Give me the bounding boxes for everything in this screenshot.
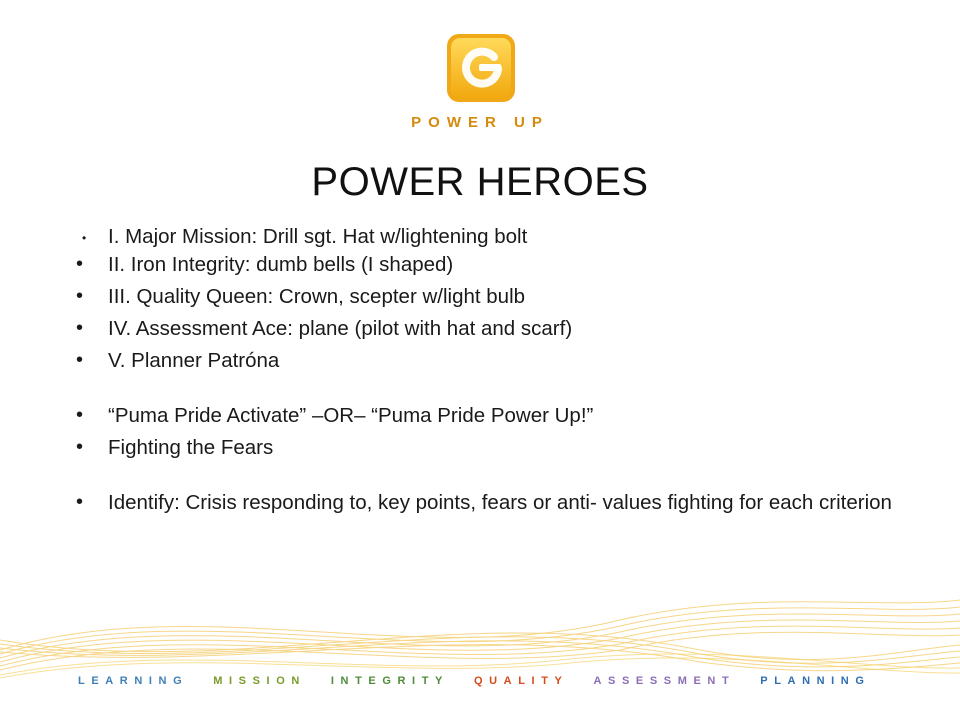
- bullet-text: III. Quality Queen: Crown, scepter w/light bulb: [108, 285, 526, 308]
- list-item: [76, 252, 916, 277]
- bullet-icon: •: [76, 436, 84, 458]
- bullet-icon: •: [76, 285, 84, 307]
- bullet-icon: •: [76, 317, 84, 339]
- list-item: [76, 224, 916, 249]
- bullet-text: V. Planner Patróna: [108, 349, 280, 372]
- list-item: [76, 435, 916, 460]
- bullet-icon: •: [76, 349, 84, 371]
- bullet-icon: •: [76, 253, 84, 275]
- bullet-text: II. Iron Integrity: dumb bells (I shaped): [108, 253, 454, 276]
- footer-word-integrity: INTEGRITY: [330, 675, 449, 687]
- bullet-text: I. Major Mission: Drill sgt. Hat w/lightening bolt: [108, 225, 528, 248]
- footer-word-quality: QUALITY: [473, 675, 569, 687]
- bullet-text: Identify: Crisis responding to, key points, fears or anti- values fighting for each criterion: [108, 491, 892, 514]
- footer-word-mission: MISSION: [213, 675, 306, 687]
- bullet-icon: •: [76, 491, 84, 513]
- list-item: [76, 316, 916, 341]
- bullet-list: [76, 224, 916, 515]
- footer-values: [78, 675, 871, 695]
- list-item: [76, 284, 916, 309]
- list-item: [76, 348, 916, 373]
- footer-word-learning: LEARNING: [78, 675, 189, 687]
- decorative-waves: [0, 580, 960, 680]
- power-button-icon: [446, 33, 516, 103]
- bullet-icon: •: [76, 404, 84, 426]
- bullet-text: “Puma Pride Activate” –OR– “Puma Pride Power Up!”: [108, 404, 594, 427]
- bullet-text: IV. Assessment Ace: plane (pilot with hat and scarf): [108, 317, 573, 340]
- brand-name: POWER UP: [411, 114, 549, 131]
- list-item: [76, 490, 916, 515]
- footer-word-assessment: ASSESSMENT: [593, 675, 736, 687]
- slide-title: POWER HEROES: [311, 160, 649, 204]
- bullet-text: Fighting the Fears: [108, 436, 274, 459]
- bullet-icon: •: [82, 231, 87, 245]
- list-item: [76, 403, 916, 428]
- footer-word-planning: PLANNING: [760, 675, 871, 687]
